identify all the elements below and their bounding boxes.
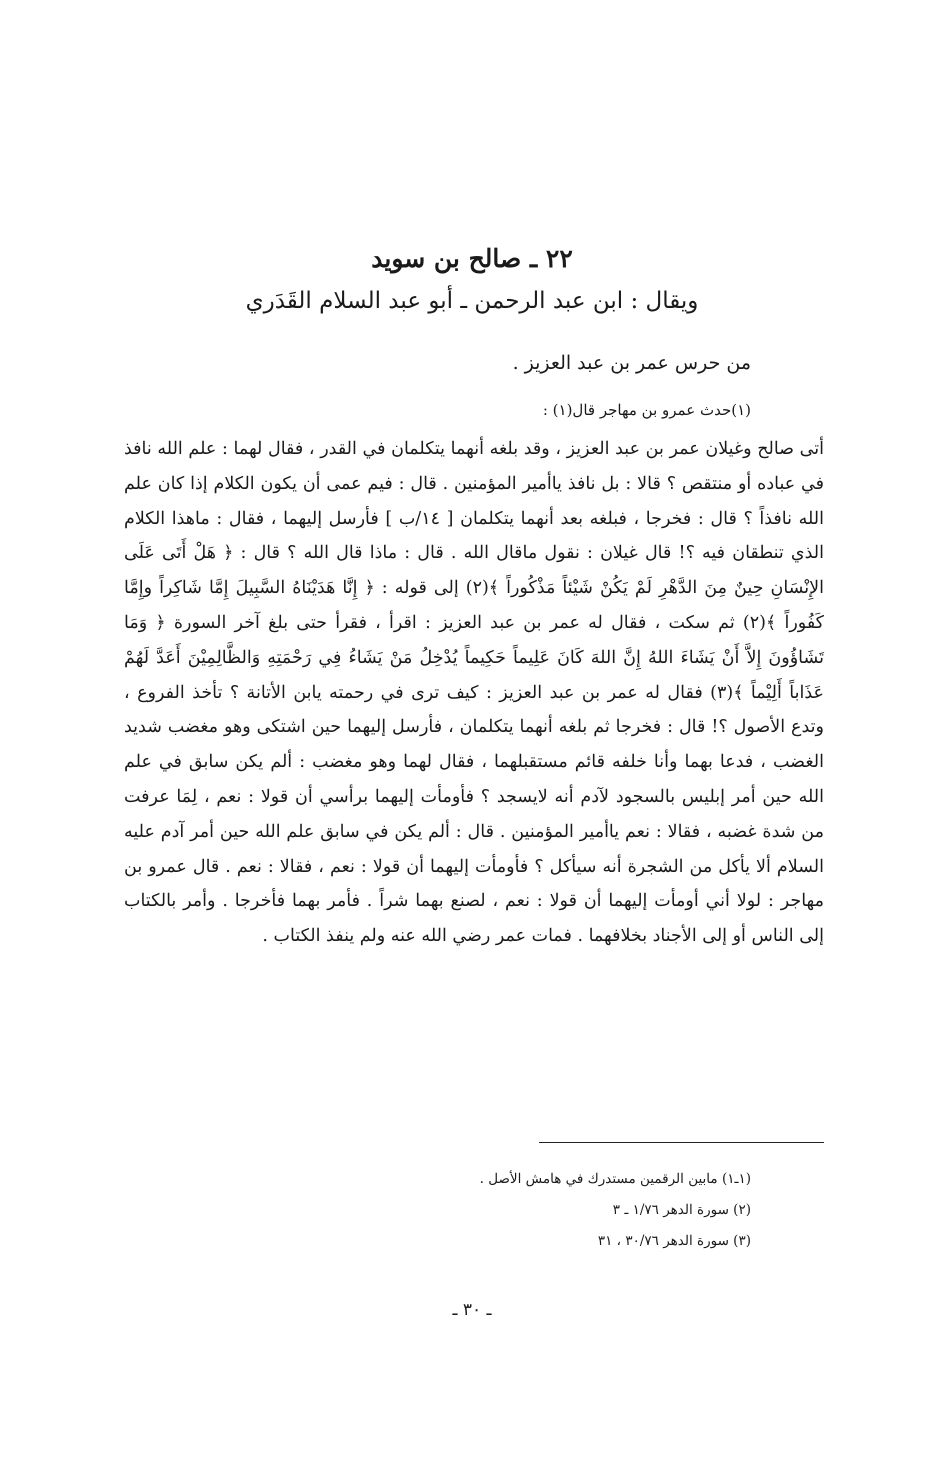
footnotes [191,1164,751,1257]
entry-subtitle: ويقال : ابن عبد الرحمن ـ أبو عبد السلام القَدَري [245,288,699,314]
body-paragraph: أتى صالح وغيلان عمر بن عبد العزيز ، وقد بلغه أنهما يتكلمان في القدر ، فقال لهما : علم الله نافذ في عباده أو منتقص ؟ قالا : بل نافذ ياأمير المؤمنين . قال : فيم عمى أن يكون الكلام إذا كان علم الله نافذاً ؟ قال : فخرجا ، فبلغه بعد أنهما يتكلمان [ ١٤/ب ] فأرسل إليهما ، فقال : ماهذا الكلام الذي تنطقان فيه ؟! قال غيلان : نقول ماقال الله . قال : ماذا قال الله ؟ قال : ﴿ هَلْ أَتَى عَلَى الإِنْسَانِ حِينٌ مِنَ الدَّهْرِ لَمْ يَكُنْ شَيْئاً مَذْكُوراً ﴾(٢) إلى قوله : ﴿ إِنَّا هَدَيْنَاهُ السَّبِيلَ إِمَّا شَاكِراً وإِمَّا كَفُوراً ﴾(٢) ثم سكت ، فقال له عمر بن عبد العزيز : اقرأ ، فقرأ حتى بلغ آخر السورة ﴿ وَمَا تَشَاؤُونَ إِلاَّ أَنْ يَشَاءَ اللهُ إِنَّ اللهَ كَانَ عَلِيماً حَكِيماً يُدْخِلُ مَنْ يَشَاءُ فِي رَحْمَتِهِ وَالظَّالِمِيْنَ أَعَدَّ لَهُمْ عَذَاباً أَلِيْماً ﴾(٣) فقال له عمر بن عبد العزيز : كيف ترى في رحمته يابن الأتانة ؟ تأخذ الفروع ، وتدع الأصول ؟! قال : فخرجا ثم بلغه أنهما يتكلمان ، فأرسل إليهما حين اشتكى وهو مغضب شديد الغضب ، فدعا بهما وأنا خلفه قائم مستقبلهما ، فقال لهما وهو مغضب : ألم يكن سابق في علم الله حين أمر إبليس بالسجود لآدم أنه لايسجد ؟ فأومأت إليهما برأسي أن قولا : نعم ، لِمَا عرفت من شدة غضبه ، فقالا : نعم ياأمير المؤمنين . قال : ألم يكن في سابق علم الله حين أمر آدم عليه السلام ألا يأكل من الشجرة أنه سيأكل ؟ فأومأت إليهما أن قولا : نعم ، فقالا : نعم . قال عمرو بن مهاجر : لولا أني أومأت إليهما أن قولا : نعم ، لصنع بهما شراً . فأمر بهما فأخرجا . وأمر بالكتاب إلى الناس أو إلى الأجناد بخلافهما . فمات عمر رضي الله عنه ولم ينفذ الكتاب . [124,439,824,947]
source-line: من حرس عمر بن عبد العزيز . [512,352,751,374]
footnote-2: (٢) سورة الدهر ١/٧٦ ـ ٣ [612,1202,751,1218]
footnote-3: (٣) سورة الدهر ٣٠/٧٦ ، ٣١ [597,1233,751,1249]
footnote-1: (١ـ١) مابين الرقمين مستدرك في هامش الأصل . [479,1171,751,1187]
narrator-line: (١)حدث عمرو بن مهاجر قال(١) : [542,401,751,419]
page-number: ـ ٣٠ ـ [452,1300,492,1320]
entry-title: ٢٢ ـ صالح بن سويد [371,244,573,273]
footnote-divider [539,1142,824,1143]
